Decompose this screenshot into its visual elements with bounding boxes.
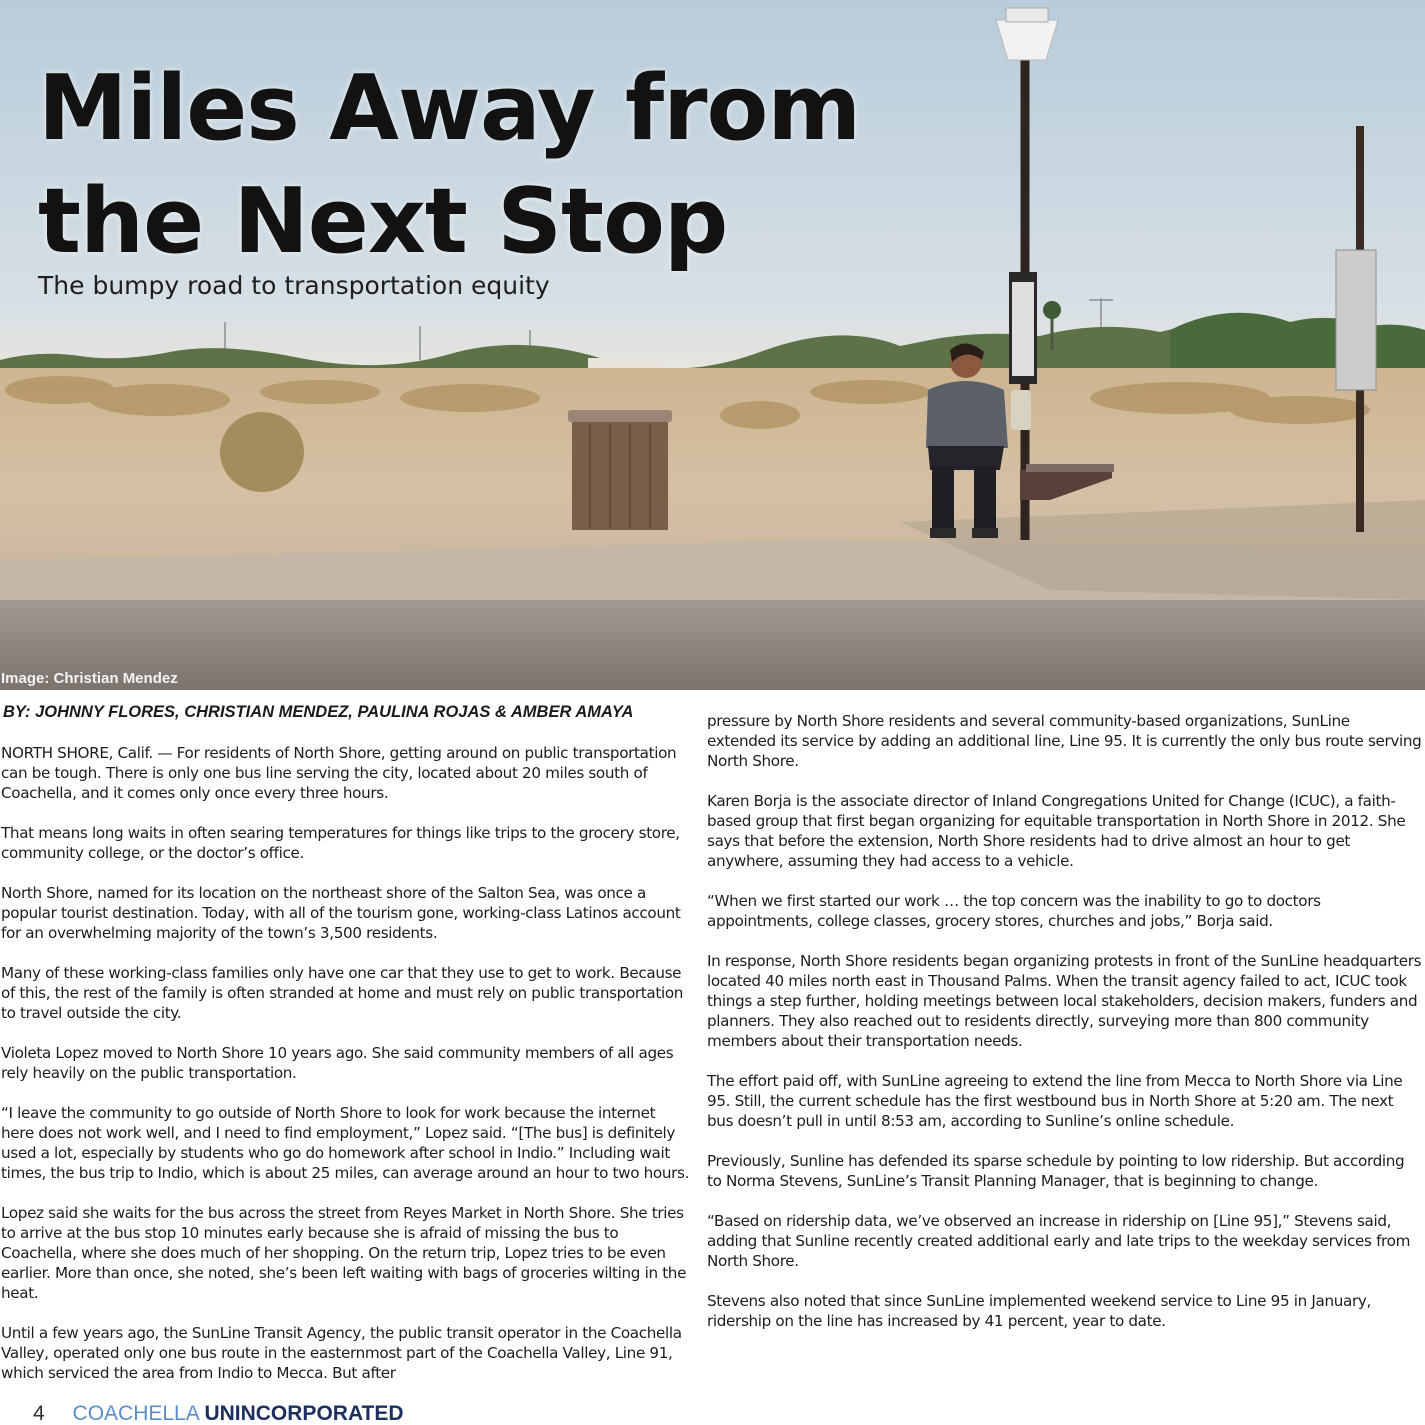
paragraph: “I leave the community to go outside of North Shore to look for work because the internet here does not work well, and I need to find employment,” Lopez said. “[The bus] is definitely used a lot, especially by students who go do homework after school in Indio.” Including wait times, the bus trip to Indio, which is about 25 miles, can average around an hour to two hours.: [1, 1104, 690, 1182]
article-subtitle: The bumpy road to transportation equity: [38, 271, 550, 300]
paragraph: Karen Borja is the associate director of Inland Congregations United for Change (ICUC), a faith-based group that first began organizing for equitable transportation in North Shore in 2012. She says that before the extension, North Shore residents had to drive almost an hour to get anywhere, assuming they had access to a vehicle.: [707, 792, 1406, 870]
paragraph: North Shore, named for its location on the northeast shore of the Salton Sea, was once a popular tourist destination. Today, with all of the tourism gone, working-class Latinos account for an overwhelming majority of the town’s 3,500 residents.: [1, 884, 681, 942]
title-line-2: the Next Stop: [38, 169, 728, 274]
article-column-left: [1, 743, 691, 1403]
paragraph: “Based on ridership data, we’ve observed an increase in ridership on [Line 95],” Stevens said, adding that Sunline recently created additional early and late trips to the weekday services from North Shore.: [707, 1212, 1411, 1270]
paragraph: pressure by North Shore residents and several community-based organizations, SunLine extended its service by adding an additional line, Line 95. It is currently the only bus route serving North Shore.: [707, 712, 1422, 770]
byline: BY: JOHNNY FLORES, CHRISTIAN MENDEZ, PAULINA ROJAS & AMBER AMAYA: [3, 703, 634, 721]
photo-credit: Image: Christian Mendez: [1, 670, 178, 687]
page-footer: [33, 1403, 404, 1425]
paragraph: In response, North Shore residents began organizing protests in front of the SunLine headquarters located 40 miles north east in Thousand Palms. When the transit agency failed to act, ICUC took things a step further, holding meetings between local stakeholders, decision makers, funders and planners. They also reached out to residents directly, surveying more than 800 community members about their transportation needs.: [707, 952, 1422, 1050]
paragraph: The effort paid off, with SunLine agreeing to extend the line from Mecca to North Shore via Line 95. Still, the current schedule has the first westbound bus in North Shore at 5:20 am. The next bus doesn’t pull in until 8:53 am, according to Sunline’s online schedule.: [707, 1072, 1403, 1130]
hero-photo: [0, 0, 1425, 690]
paragraph: “When we first started our work … the top concern was the inability to go to doctors appointments, college classes, grocery stores, churches and jobs,” Borja said.: [707, 892, 1321, 930]
paragraph: Many of these working-class families only have one car that they use to get to work. Because of this, the rest of the family is often stranded at home and must rely on public transportation to travel outside the city.: [1, 964, 684, 1022]
article-column-right: [707, 711, 1423, 1351]
paragraph: That means long waits in often searing temperatures for things like trips to the grocery store, community college, or the doctor’s office.: [1, 824, 680, 862]
paragraph: Stevens also noted that since SunLine implemented weekend service to Line 95 in January, ridership on the line has increased by 41 percent, year to date.: [707, 1292, 1371, 1330]
paragraph: Violeta Lopez moved to North Shore 10 years ago. She said community members of all ages rely heavily on the public transportation.: [1, 1044, 674, 1082]
title-line-1: Miles Away from: [38, 56, 861, 161]
paragraph: NORTH SHORE, Calif. — For residents of North Shore, getting around on public transportation can be tough. There is only one bus line serving the city, located about 20 miles south of Coachella, and it comes only once every three hours.: [1, 744, 677, 802]
page-number: 4: [33, 1402, 45, 1425]
article-title: [38, 52, 860, 278]
publication-name-light: COACHELLA: [72, 1402, 199, 1425]
paragraph: Lopez said she waits for the bus across the street from Reyes Market in North Shore. She tries to arrive at the bus stop 10 minutes early because she is afraid of missing the bus to Coachella, where she does much of her shopping. On the return trip, Lopez tries to be even earlier. More than once, she noted, she’s been left waiting with bags of groceries wilting in the heat.: [1, 1204, 687, 1302]
paragraph: Until a few years ago, the SunLine Transit Agency, the public transit operator in the Coachella Valley, operated only one bus route in the easternmost part of the Coachella Valley, Line 91, which serviced the area from Indio to Mecca. But after: [1, 1324, 682, 1382]
paragraph: Previously, Sunline has defended its sparse schedule by pointing to low ridership. But according to Norma Stevens, SunLine’s Transit Planning Manager, that is beginning to change.: [707, 1152, 1405, 1190]
publication-name-bold: UNINCORPORATED: [204, 1402, 404, 1425]
